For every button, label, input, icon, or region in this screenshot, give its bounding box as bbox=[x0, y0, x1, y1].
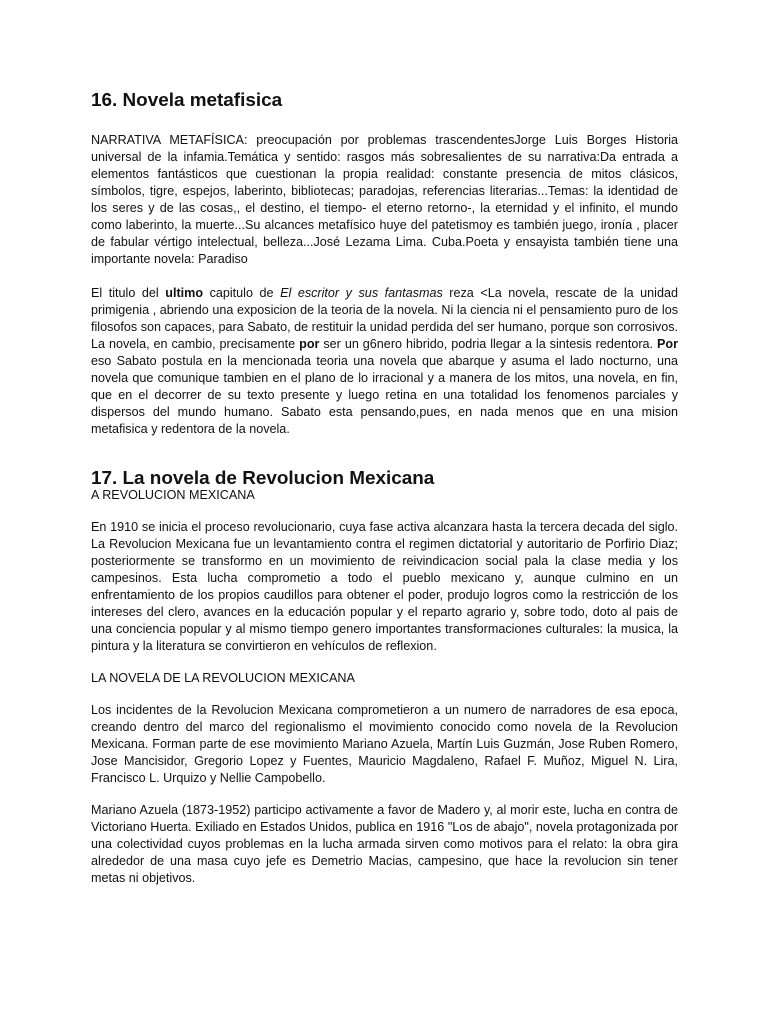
text-run: eso Sabato postula en la mencionada teoria una novela que abarque y asuma el lado nocturno, una novela que comunique tambien en el plano de lo irracional y a manera de los mitos, una novela, en fin, que en el decorrer de su texto presente y luego retina en una totalidad los fenomenos parciales y dispersos del mundo humano. Sabato esta pensando,pues, en nada menos que en una mision metafisica y redentora de la novela. bbox=[91, 354, 678, 436]
text-run: reza <La novela, rescate de la unidad primigenia , abriendo una exposicion de la teoria de la novela. Ni la ciencia ni el pensamiento puro de los filosofos son capaces, para Sabato, de restituir la unidad perdida del ser humano, porque son corrosivos. La novela, en cambio, precisamente bbox=[91, 286, 678, 351]
text-run: ser un g6nero hibrido, podria llegar a la sintesis redentora. bbox=[319, 337, 657, 351]
bold-word-ultimo: ultimo bbox=[165, 286, 204, 300]
text-run: El titulo del bbox=[91, 286, 166, 300]
section-16-title: 16. Novela metafisica bbox=[91, 90, 283, 111]
document-page bbox=[91, 92, 678, 887]
section-17-paragraph-3: Mariano Azuela (1873-1952) participo activamente a favor de Madero y, al morir este, lucha en contra de Victoriano Huerta. Exiliado en Estados Unidos, publica en 1916 "Los de abajo", novela protagonizada por una colectividad cuyos problemas en la lucha armada sirven como motivos para el relato: la obra gira alrededor de una masa cuyo jefe es Demetrio Macias, campesino, que hace la revolucion sin tener metas ni objetivos. bbox=[91, 803, 679, 885]
section-17-subtitle: A REVOLUCION MEXICANA bbox=[91, 488, 255, 502]
section-17-paragraph-2: Los incidentes de la Revolucion Mexicana comprometieron a un numero de narradores de esa epoca, creando dentro del marco del regionalismo el movimiento conocido como novela de la Revolucion Mexicana. Forman parte de ese movimiento Mariano Azuela, Martín Luis Guzmán, Jose Ruben Romero, Jose Mancisidor, Gregorio Lopez y Fuentes, Mauricio Magdaleno, Rafael F. Muñoz, Miguel N. Lira, Francisco L. Urquizo y Nellie Campobello. bbox=[91, 703, 678, 785]
section-17-title: 17. La novela de Revolucion Mexicana bbox=[91, 468, 435, 489]
text-run: capitulo de bbox=[203, 286, 281, 300]
bold-word-por-capital: Por bbox=[657, 337, 678, 351]
section-17-subtitle-2: LA NOVELA DE LA REVOLUCION MEXICANA bbox=[91, 671, 355, 685]
section-16-paragraph-2 bbox=[91, 285, 678, 438]
bold-word-por: por bbox=[299, 337, 320, 351]
section-17-paragraph-1: En 1910 se inicia el proceso revolucionario, cuya fase activa alcanzara hasta la tercera decada del siglo. La Revolucion Mexicana fue un levantamiento contra el regimen dictatorial y autoritario de Porfirio Diaz; posteriormente se transformo en un movimiento de reivindicacion social pala la clase media y los campesinos. Esta lucha comprometio a todo el pueblo mexicano y, aunque culmino en un enfrentamiento de los propios caudillos para obtener el poder, produjo logros como la restricción de los intereses del clero, avances en la educación popular y el reparto agrario y, sobre todo, doto al pais de una conciencia popular y al mismo tiempo genero importantes transformaciones culturales: la musica, la pintura y la literatura se convirtieron en vehículos de reflexion. bbox=[91, 520, 678, 653]
italic-book-title: El escritor y sus fantasmas bbox=[280, 286, 443, 300]
section-16-paragraph-1: NARRATIVA METAFÍSICA: preocupación por problemas trascendentesJorge Luis Borges Historia universal de la infamia.Temática y sentido: rasgos más sobresalientes de su narrativa:Da entrada a elementos fantásticos que cuestionan la propia realidad: constante presencia de mitos clásicos, símbolos, tigre, espejos, laberinto, bibliotecas; paradojas, referencias literarias...Temas: la identidad de los seres y de las cosas,, el destino, el tiempo- el eterno retorno-, la eternidad y el infinito, el mundo como laberinto, la muerte...Su alcances metafísico huye del patetismoy es también juego, ironía , placer de fabular vértigo intelectual, belleza...José Lezama Lima. Cuba.Poeta y ensayista también tiene una importante novela: Paradiso bbox=[91, 133, 678, 266]
